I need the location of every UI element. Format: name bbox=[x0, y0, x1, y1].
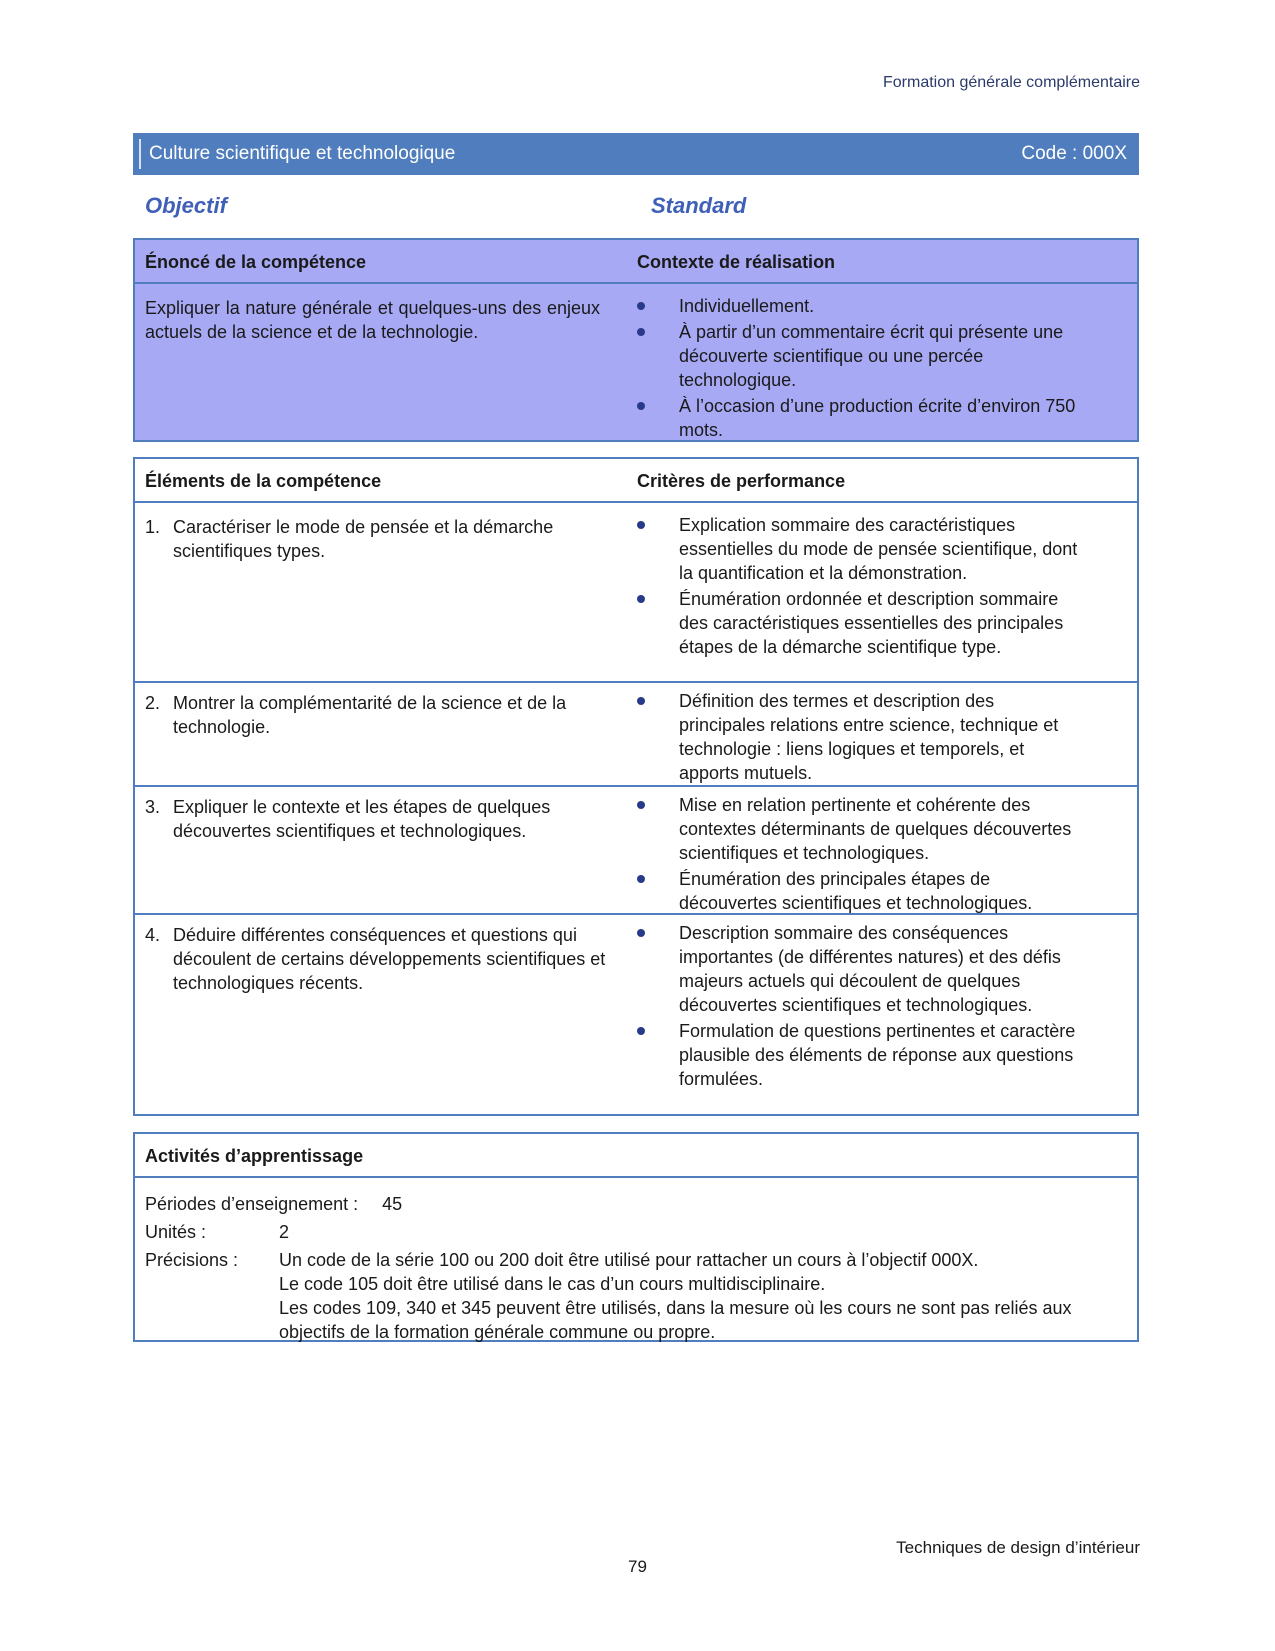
unites-line bbox=[145, 1220, 289, 1244]
page-number: 79 bbox=[628, 1557, 647, 1576]
activities-panel-header bbox=[135, 1134, 1137, 1178]
criteria-item: Description sommaire des conséquences importantes (de différentes natures) et des défis majeurs actuels qui découlent de quelques découvertes scientifiques et technologiques. bbox=[633, 921, 1078, 1017]
competence-panel-header bbox=[135, 240, 1137, 284]
title-bar-accent bbox=[139, 139, 141, 169]
bullet-icon bbox=[637, 595, 645, 603]
competence-statement: Expliquer la nature générale et quelques-uns des enjeux actuels de la science et de la technologie. bbox=[145, 298, 600, 342]
criteria-item: Mise en relation pertinente et cohérente des contextes déterminants de quelques découvertes scientifiques et technologiques. bbox=[633, 793, 1078, 865]
bullet-icon bbox=[637, 697, 645, 705]
bullet-icon bbox=[637, 801, 645, 809]
criteria-list bbox=[633, 689, 1078, 787]
footer-program: Techniques de design d’intérieur bbox=[896, 1538, 1140, 1557]
context-item: À partir d’un commentaire écrit qui présente une découverte scientifique ou une percée technologique. bbox=[633, 320, 1078, 392]
element-row bbox=[135, 785, 1137, 913]
precision-item: Un code de la série 100 ou 200 doit être utilisé pour rattacher un cours à l’objectif 000X. bbox=[279, 1250, 979, 1270]
element-row bbox=[135, 681, 1137, 785]
header-caption: Formation générale complémentaire bbox=[882, 74, 1140, 91]
criteria-item: Définition des termes et description des principales relations entre science, technique et technologie : liens logiques et temporels, et apports mutuels. bbox=[633, 689, 1078, 785]
competence-panel bbox=[133, 238, 1139, 442]
periodes-value: 45 bbox=[382, 1194, 403, 1214]
periodes-line bbox=[145, 1192, 402, 1216]
bullet-icon bbox=[637, 929, 645, 937]
unites-value: 2 bbox=[279, 1222, 290, 1242]
periodes-label: Périodes d’enseignement : bbox=[145, 1194, 359, 1214]
criteria-list bbox=[633, 793, 1078, 917]
elements-panel bbox=[133, 457, 1139, 1116]
precisions-label: Précisions : bbox=[145, 1250, 239, 1270]
criteria-item: Explication sommaire des caractéristiques essentielles du mode de pensée scientifique, dont la quantification et la démonstration. bbox=[633, 513, 1078, 585]
course-title: Culture scientifique et technologique bbox=[149, 143, 456, 164]
title-bar bbox=[133, 133, 1139, 175]
course-code: Code : 000X bbox=[1021, 143, 1127, 164]
bullet-icon bbox=[637, 302, 645, 310]
bullet-icon bbox=[637, 875, 645, 883]
criteria-list bbox=[633, 921, 1078, 1093]
element-item: 3. Expliquer le contexte et les étapes de quelques découvertes scientifiques et technologiques. bbox=[145, 797, 551, 841]
bullet-icon bbox=[637, 521, 645, 529]
element-item: 2. Montrer la complémentarité de la science et de la technologie. bbox=[145, 693, 567, 737]
element-row bbox=[135, 913, 1137, 1114]
activities-panel bbox=[133, 1132, 1139, 1342]
precision-item: Le code 105 doit être utilisé dans le cas d’un cours multidisciplinaire. bbox=[279, 1274, 826, 1294]
criteria-item: Formulation de questions pertinentes et caractère plausible des éléments de réponse aux questions formulées. bbox=[633, 1019, 1078, 1091]
unites-label: Unités : bbox=[145, 1222, 207, 1242]
elements-heading: Éléments de la compétence bbox=[145, 471, 382, 491]
context-item: Individuellement. bbox=[633, 294, 1078, 318]
bullet-icon bbox=[637, 402, 645, 410]
criteria-list bbox=[633, 513, 1078, 661]
element-row bbox=[135, 503, 1137, 681]
contexte-heading: Contexte de réalisation bbox=[637, 252, 836, 272]
activities-heading: Activités d’apprentissage bbox=[145, 1146, 364, 1166]
context-list bbox=[633, 294, 1078, 444]
criteres-heading: Critères de performance bbox=[637, 471, 846, 491]
precisions-text bbox=[279, 1248, 1119, 1344]
enonce-heading: Énoncé de la compétence bbox=[145, 252, 367, 272]
criteria-item: Énumération des principales étapes de découvertes scientifiques et technologiques. bbox=[633, 867, 1078, 915]
bullet-icon bbox=[637, 328, 645, 336]
objectif-heading: Objectif bbox=[145, 193, 227, 218]
context-item: À l’occasion d’une production écrite d’environ 750 mots. bbox=[633, 394, 1078, 442]
criteria-item: Énumération ordonnée et description sommaire des caractéristiques essentielles des principales étapes de la démarche scientifique type. bbox=[633, 587, 1078, 659]
standard-heading: Standard bbox=[651, 193, 747, 218]
bullet-icon bbox=[637, 1027, 645, 1035]
element-item: 4. Déduire différentes conséquences et questions qui découlent de certains développements scientifiques et technologiques récents. bbox=[145, 925, 606, 993]
element-item: 1. Caractériser le mode de pensée et la démarche scientifiques types. bbox=[145, 517, 554, 561]
precision-item: Les codes 109, 340 et 345 peuvent être utilisés, dans la mesure où les cours ne sont pas reliés aux objectifs de la formation générale commune ou propre. bbox=[279, 1298, 1072, 1342]
elements-panel-header bbox=[135, 459, 1137, 503]
